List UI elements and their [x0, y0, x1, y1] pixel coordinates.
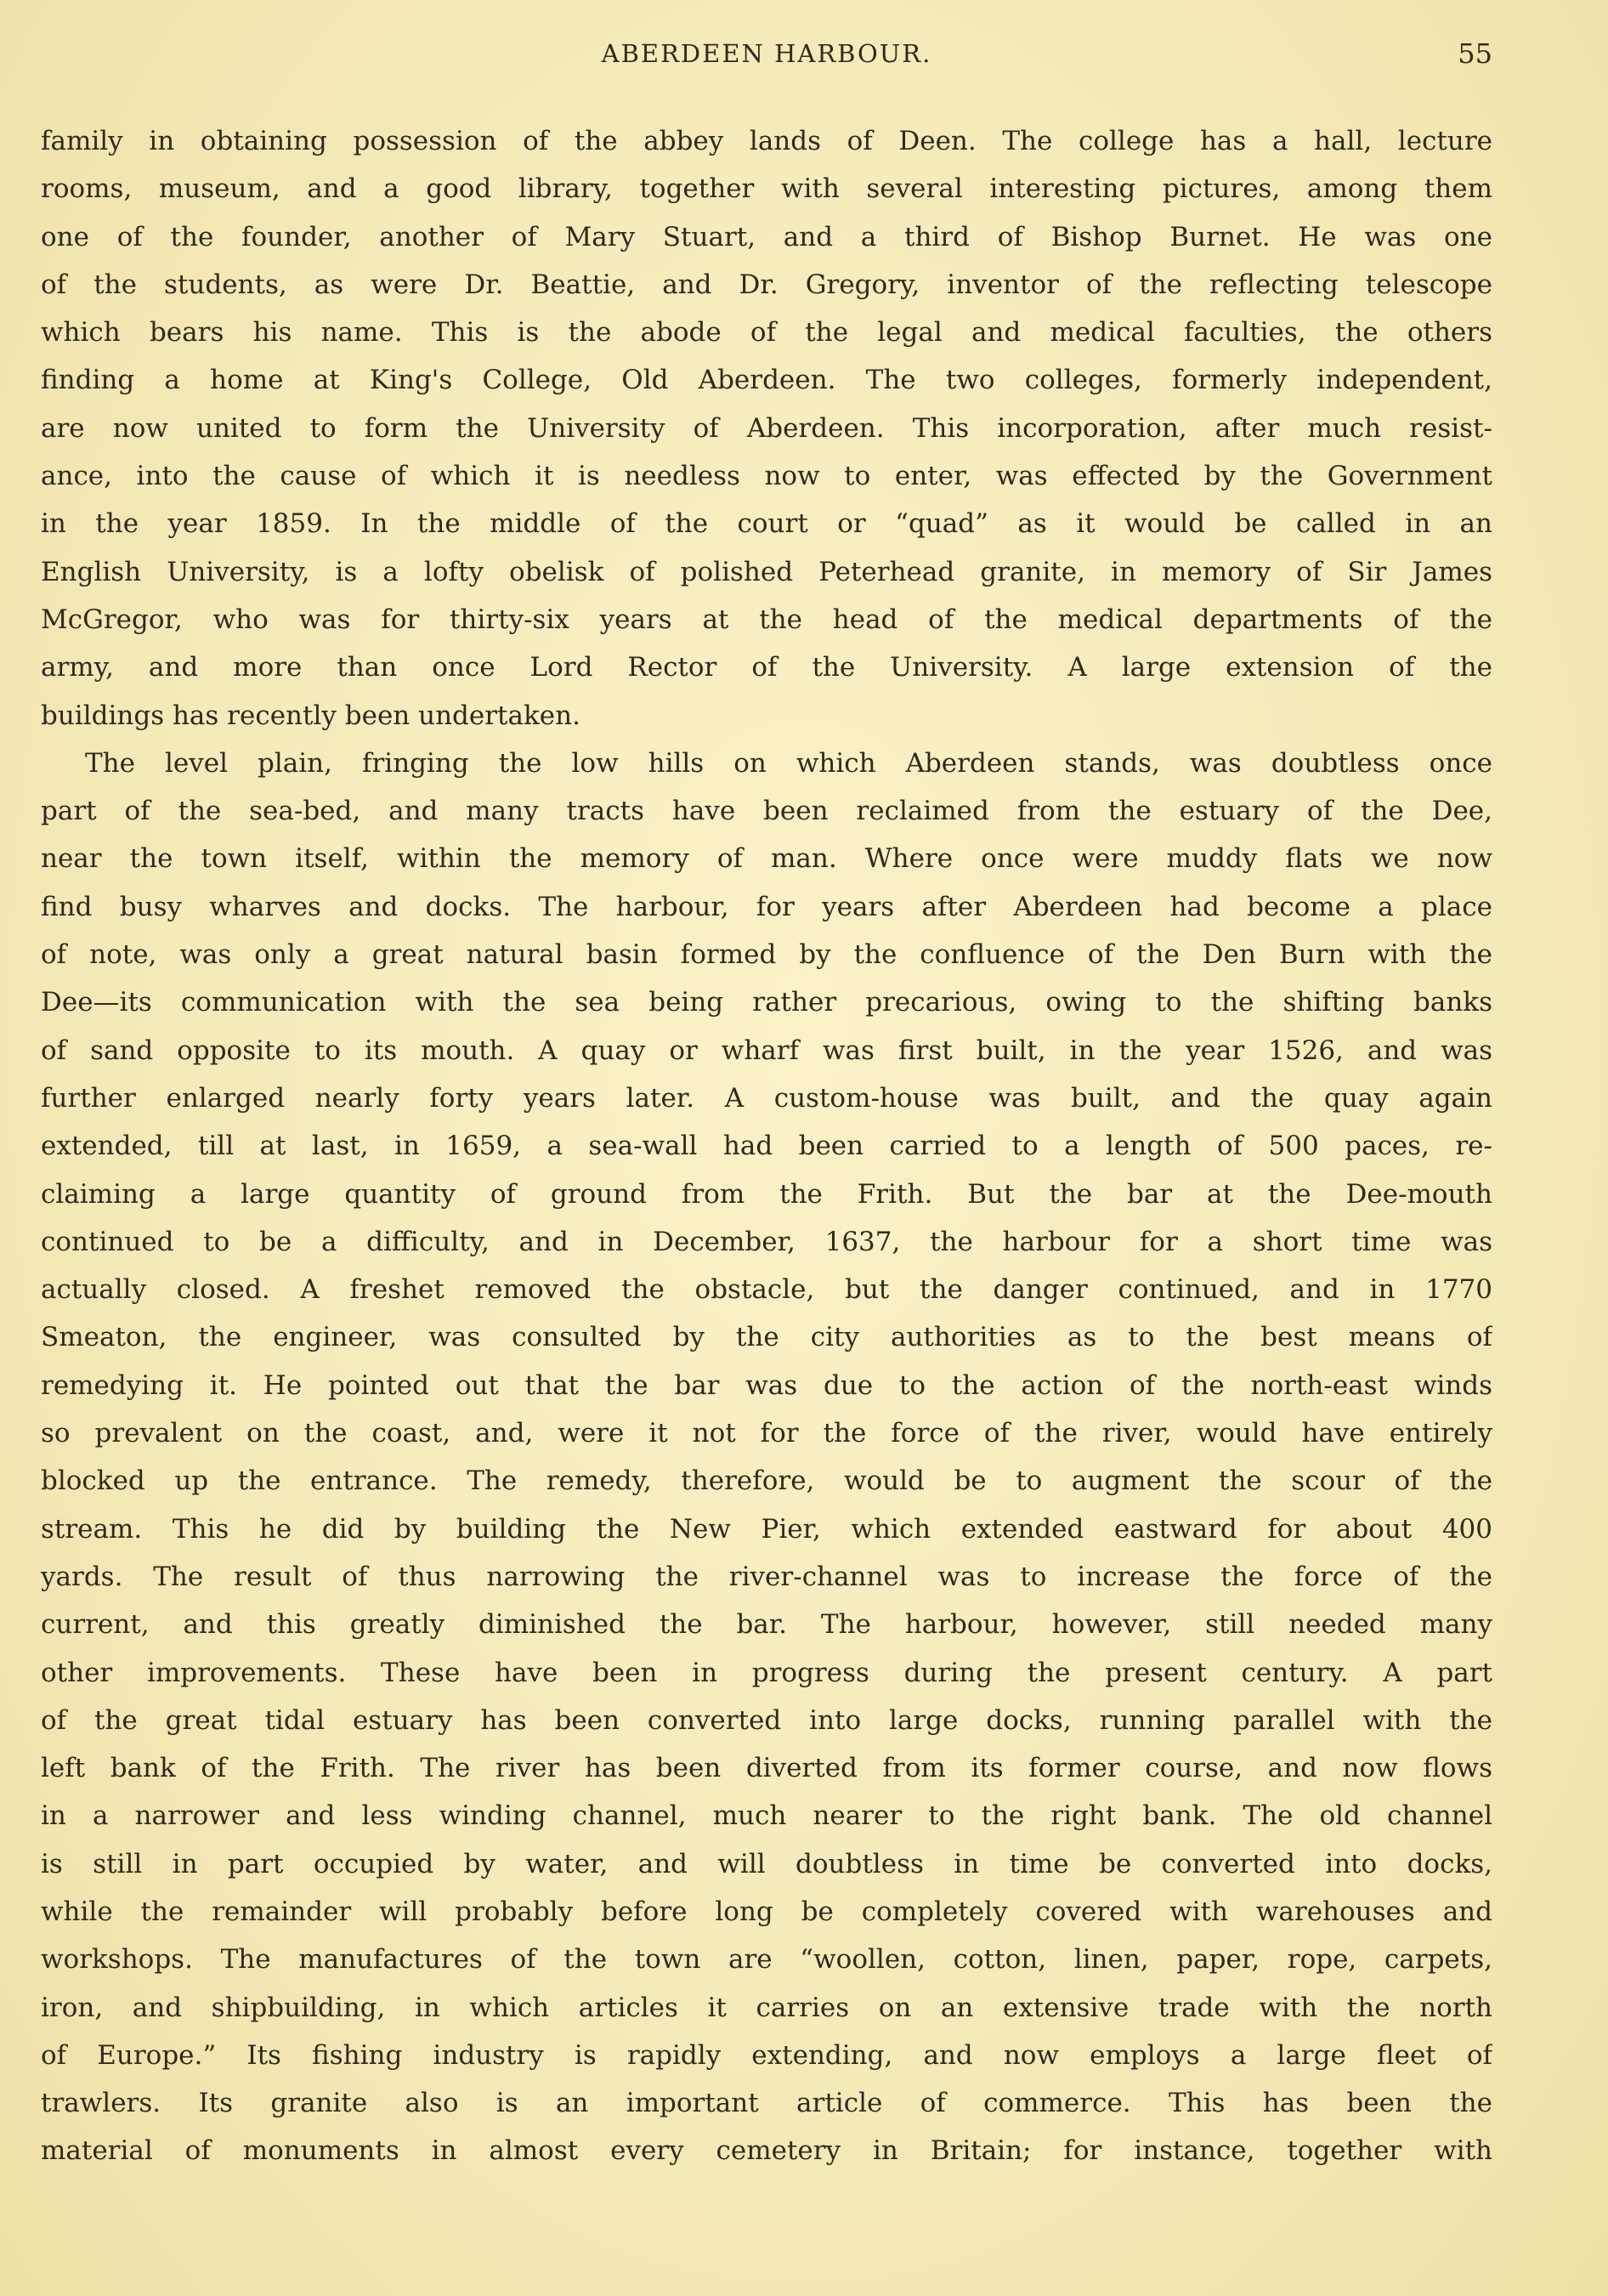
- text-line: in a narrower and less winding channel, much nearer to the right bank. The old channel: [41, 1800, 1492, 1832]
- text-line: English University, is a lofty obelisk of polished Peterhead granite, in memory of Sir James: [41, 556, 1492, 587]
- text-line: extended, till at last, in 1659, a sea-wall had been carried to a length of 500 paces, re-: [41, 1131, 1492, 1162]
- running-head: [41, 32, 1492, 75]
- text-line: claiming a large quantity of ground from the Frith. But the bar at the Dee-mouth: [41, 1178, 1492, 1210]
- text-line: The level plain, fringing the low hills on which Aberdeen stands, was doubtless once: [85, 747, 1492, 779]
- body-text: [41, 117, 1492, 2175]
- text-line: iron, and shipbuilding, in which articles it carries on an extensive trade with the north: [41, 1992, 1492, 2023]
- text-line: finding a home at King's College, Old Aberdeen. The two colleges, formerly independent,: [41, 365, 1492, 396]
- text-line: blocked up the entrance. The remedy, therefore, would be to augment the scour of the: [41, 1465, 1492, 1497]
- text-line: workshops. The manufactures of the town are “woollen, cotton, linen, paper, rope, carpets,: [41, 1944, 1492, 1976]
- text-line: part of the sea-bed, and many tracts have been reclaimed from the estuary of the Dee,: [41, 796, 1492, 827]
- text-line: near the town itself, within the memory of man. Where once were muddy flats we now: [41, 843, 1492, 875]
- text-line: of Europe.” Its fishing industry is rapidly extending, and now employs a large fleet of: [41, 2039, 1492, 2071]
- paragraph: [41, 117, 1492, 740]
- text-line: one of the founder, another of Mary Stuart, and a third of Bishop Burnet. He was one: [41, 221, 1492, 252]
- text-line: current, and this greatly diminished the bar. The harbour, however, still needed many: [41, 1609, 1492, 1641]
- text-line: Smeaton, the engineer, was consulted by the city authorities as to the best means of: [41, 1322, 1492, 1353]
- text-line: of the students, as were Dr. Beattie, and Dr. Gregory, inventor of the reflecting telescope: [41, 269, 1492, 300]
- text-line: rooms, museum, and a good library, together with several interesting pictures, among them: [41, 173, 1492, 205]
- text-line: Dee—its communication with the sea being rather precarious, owing to the shifting banks: [41, 987, 1492, 1018]
- text-line: other improvements. These have been in progress during the present century. A part: [41, 1657, 1492, 1688]
- text-line: left bank of the Frith. The river has been diverted from its former course, and now flows: [41, 1753, 1492, 1784]
- text-line: of the great tidal estuary has been converted into large docks, running parallel with the: [41, 1704, 1492, 1736]
- text-line: of sand opposite to its mouth. A quay or wharf was first built, in the year 1526, and was: [41, 1035, 1492, 1066]
- text-line: buildings has recently been undertaken.: [41, 700, 580, 731]
- paragraph: [41, 740, 1492, 2175]
- text-line: are now united to form the University of Aberdeen. This incorporation, after much resist-: [41, 412, 1492, 444]
- text-line: ance, into the cause of which it is needless now to enter, was effected by the Government: [41, 461, 1492, 492]
- text-line: remedying it. He pointed out that the bar was due to the action of the north-east winds: [41, 1369, 1492, 1401]
- text-line: further enlarged nearly forty years later. A custom-house was built, and the quay again: [41, 1082, 1492, 1114]
- text-line: material of monuments in almost every cemetery in Britain; for instance, together with: [41, 2135, 1492, 2167]
- text-line: so prevalent on the coast, and, were it not for the force of the river, would have entirely: [41, 1418, 1492, 1449]
- text-line: yards. The result of thus narrowing the river-channel was to increase the force of the: [41, 1561, 1492, 1592]
- text-line: in the year 1859. In the middle of the court or “quad” as it would be called in an: [41, 508, 1492, 540]
- text-line: find busy wharves and docks. The harbour, for years after Aberdeen had become a place: [41, 891, 1492, 922]
- text-line: army, and more than once Lord Rector of the University. A large extension of the: [41, 652, 1492, 683]
- running-title: ABERDEEN HARBOUR.: [601, 39, 932, 68]
- text-line: actually closed. A freshet removed the obstacle, but the danger continued, and in 1770: [41, 1274, 1492, 1306]
- text-line: trawlers. Its granite also is an important article of commerce. This has been the: [41, 2088, 1492, 2119]
- text-line: stream. This he did by building the New Pier, which extended eastward for about 400: [41, 1513, 1492, 1545]
- text-line: of note, was only a great natural basin formed by the confluence of the Den Burn with the: [41, 939, 1492, 971]
- text-line: which bears his name. This is the abode of the legal and medical faculties, the others: [41, 317, 1492, 349]
- page-number: 55: [1458, 37, 1492, 70]
- text-line: while the remainder will probably before long be completely covered with warehouses and: [41, 1896, 1492, 1927]
- text-line: family in obtaining possession of the abbey lands of Deen. The college has a hall, lecture: [41, 126, 1492, 156]
- text-line: McGregor, who was for thirty-six years at the head of the medical departments of the: [41, 604, 1492, 635]
- text-line: is still in part occupied by water, and will doubtless in time be converted into docks,: [41, 1848, 1492, 1879]
- text-line: continued to be a difficulty, and in December, 1637, the harbour for a short time was: [41, 1226, 1492, 1257]
